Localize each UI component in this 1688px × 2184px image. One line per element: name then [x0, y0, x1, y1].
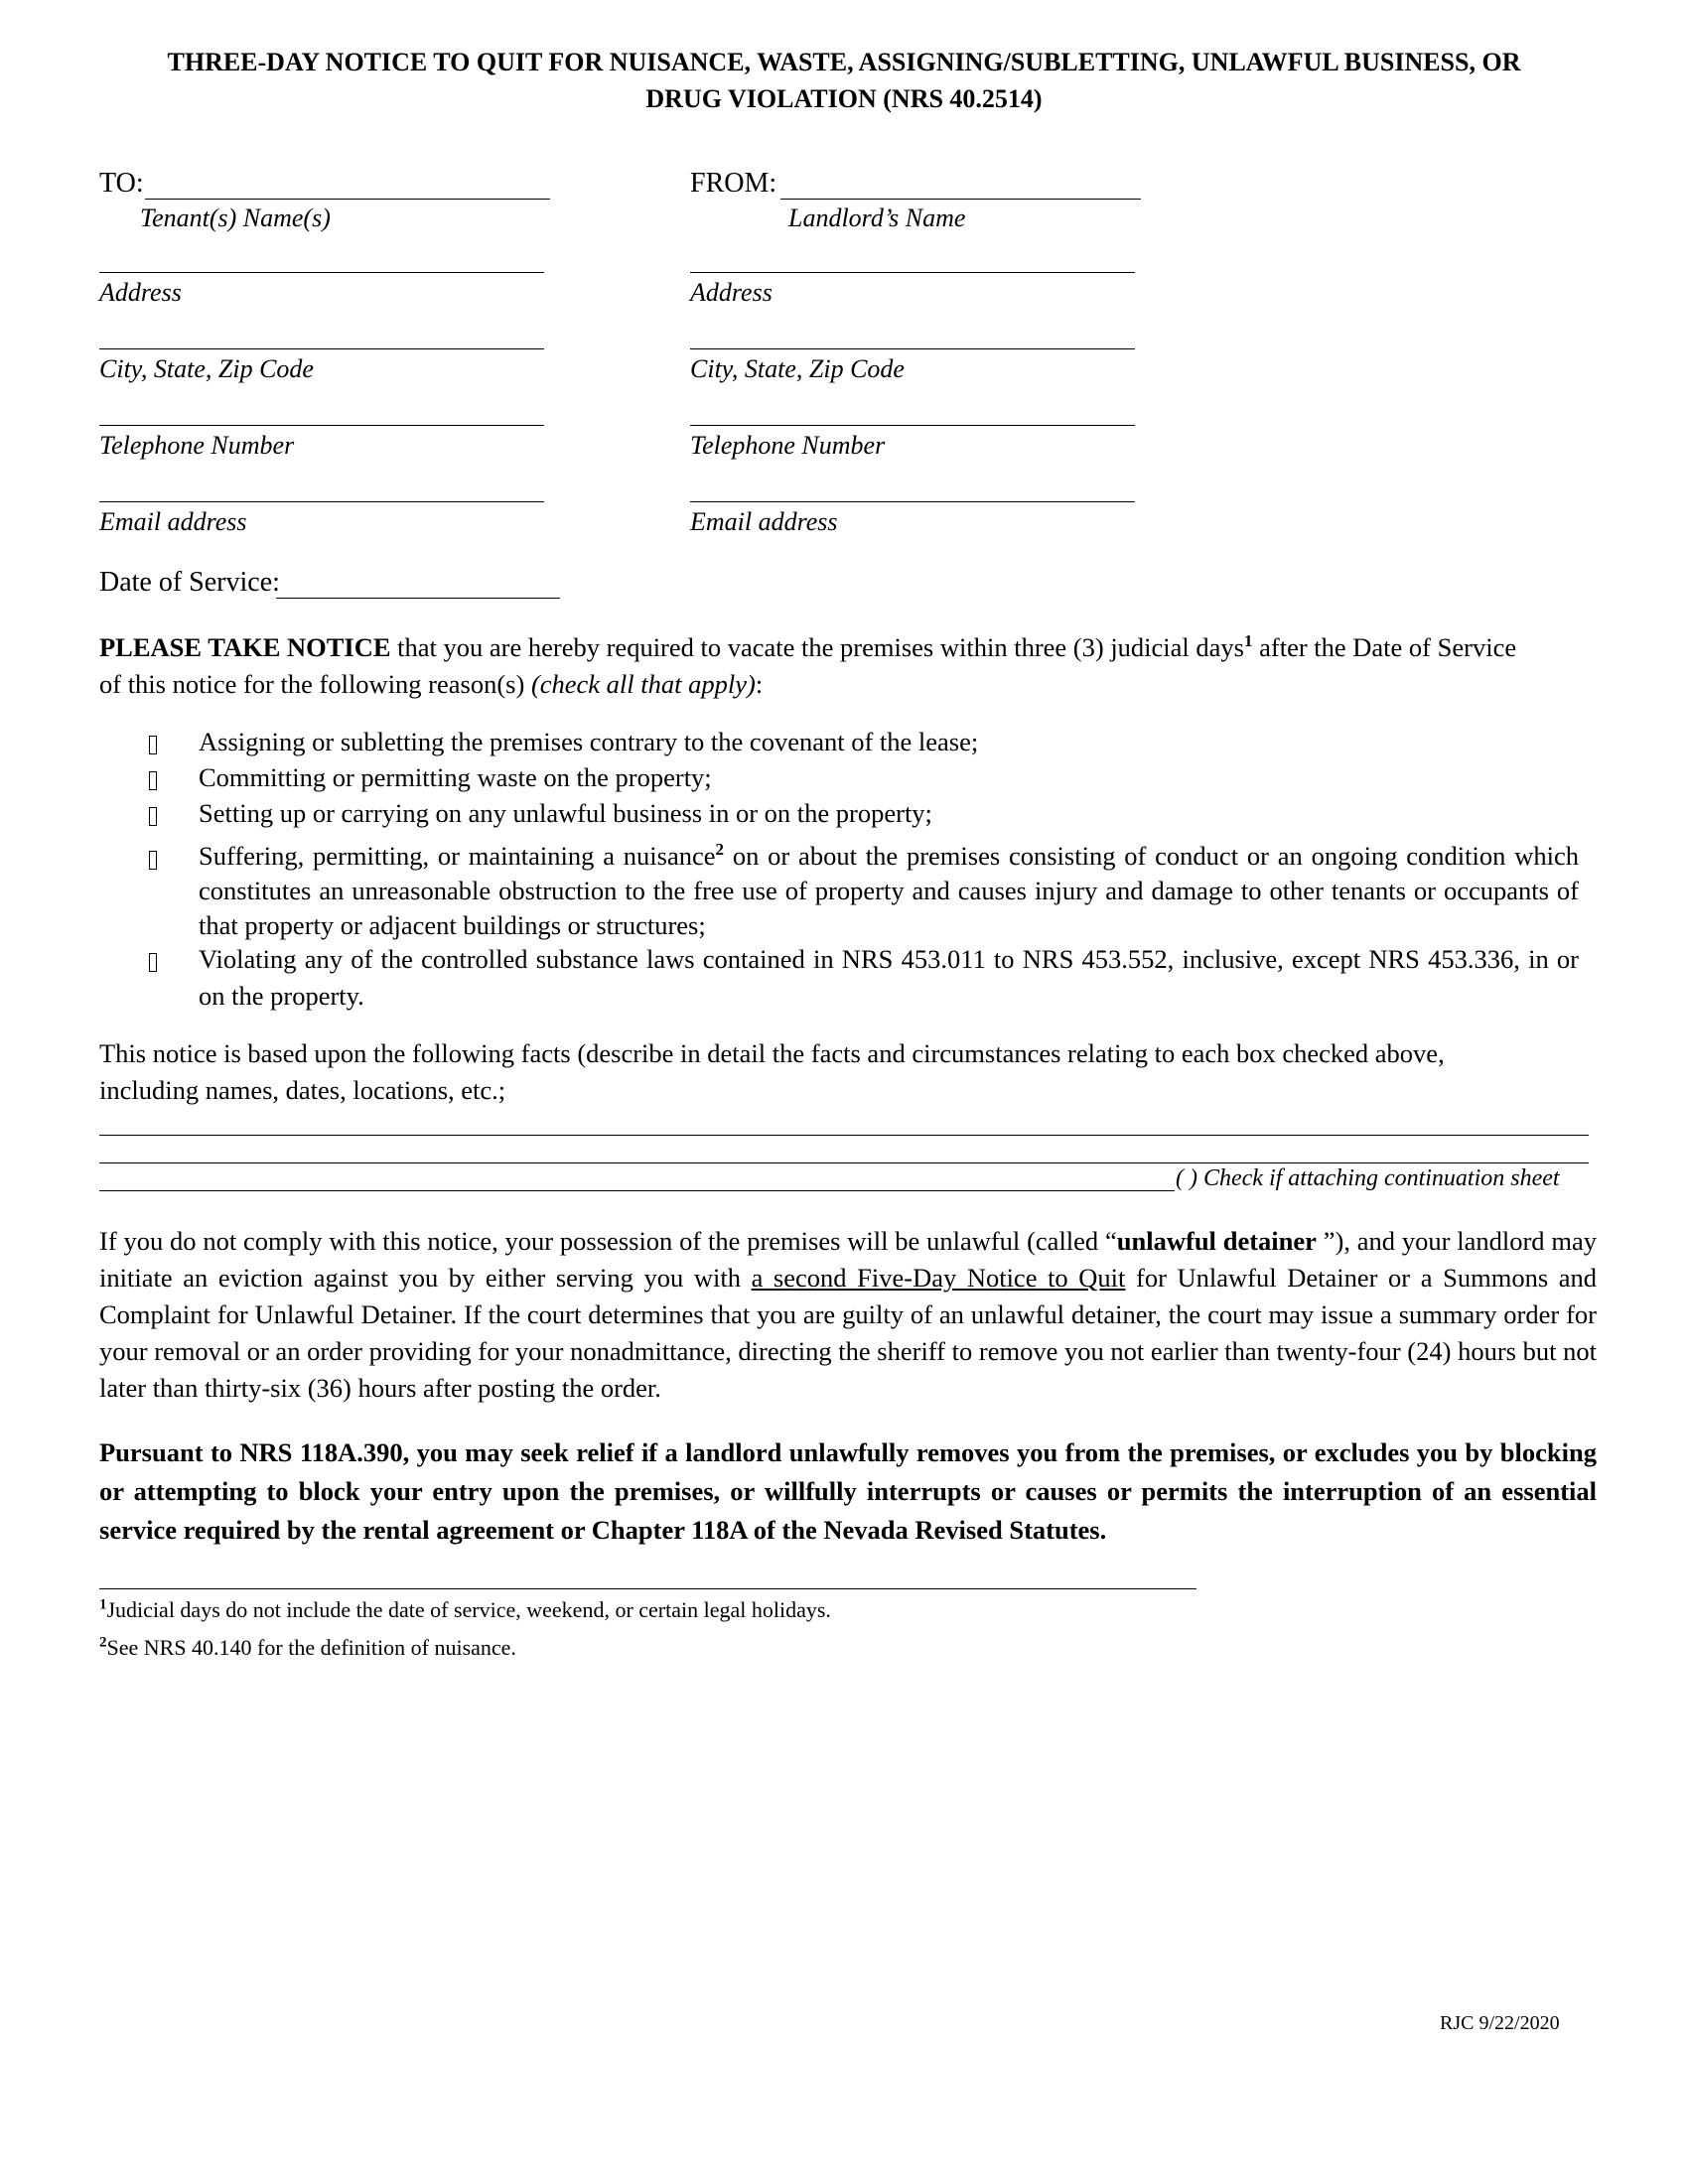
- tenant-email-caption: Email address: [99, 507, 247, 536]
- checkbox-unlawful-business[interactable]: [149, 807, 157, 826]
- footnote-separator: [99, 1588, 1196, 1589]
- five-day-notice-link[interactable]: a second Five-Day Notice to Quit: [751, 1263, 1126, 1293]
- tenant-name-field[interactable]: [145, 199, 550, 200]
- notice-line-2: of this notice for the following reason(s) (check all that apply):: [99, 669, 764, 699]
- date-of-service-label: Date of Service:: [99, 567, 280, 598]
- checkbox-assigning[interactable]: [149, 736, 157, 754]
- reason-assigning: Assigning or subletting the premises contrary to the covenant of the lease;: [199, 727, 979, 756]
- landlord-email-field[interactable]: [690, 501, 1135, 502]
- date-of-service-field[interactable]: [276, 598, 560, 599]
- landlord-name-caption: Landlord’s Name: [788, 204, 966, 232]
- landlord-email-caption: Email address: [690, 507, 838, 536]
- landlord-phone-field[interactable]: [690, 425, 1135, 426]
- facts-line-1[interactable]: [99, 1135, 1589, 1136]
- reason-nuisance: Suffering, permitting, or maintaining a nuisance$^2$ on or about the premises consisting of conduct or an ongoing condition which constitutes an unreasonable obstruction to the free use of property and causes injury and damage to other tenants or occupants of that property or adjacent buildings or structures;: [199, 840, 1579, 940]
- tenant-city-field[interactable]: [99, 348, 544, 349]
- tenant-phone-caption: Telephone Number: [99, 431, 295, 460]
- footnote-2: $^2$See NRS 40.140 for the definition of nuisance.: [99, 1634, 516, 1660]
- landlord-phone-caption: Telephone Number: [690, 431, 886, 460]
- reason-controlled-substance: Violating any of the controlled substance laws contained in NRS 453.011 to NRS 453.552, inclusive, except NRS 453.336, in or on the property.: [199, 944, 1579, 1011]
- tenant-city-caption: City, State, Zip Code: [99, 354, 314, 383]
- notice-line-1: PLEASE TAKE NOTICE that you are hereby required to vacate the premises within three (3) judicial days$^1$ after the Date of Service: [99, 631, 1517, 662]
- revision-code: RJC 9/22/2020: [1440, 2012, 1560, 2034]
- tenant-name-caption: Tenant(s) Name(s): [140, 204, 331, 232]
- footnote-1: $^1$Judicial days do not include the date of service, weekend, or certain legal holidays.: [99, 1596, 831, 1622]
- notice-lead-bold: PLEASE TAKE NOTICE: [99, 632, 391, 662]
- reason-waste: Committing or permitting waste on the property;: [199, 762, 712, 792]
- document-title: [99, 44, 1589, 117]
- facts-intro: This notice is based upon the following facts (describe in detail the facts and circumstances relating to each box checked above, including names, dates, locations, etc.;: [99, 1038, 1445, 1105]
- tenant-email-field[interactable]: [99, 501, 544, 502]
- checkbox-nuisance[interactable]: [149, 851, 157, 870]
- landlord-address-caption: Address: [690, 278, 773, 307]
- landlord-name-field[interactable]: [780, 199, 1141, 200]
- checkbox-controlled-substance[interactable]: [149, 953, 157, 972]
- to-label: TO:: [99, 168, 144, 199]
- landlord-city-caption: City, State, Zip Code: [690, 354, 905, 383]
- consequence-paragraph: If you do not comply with this notice, your possession of the premises will be unlawful (called “unlawful detainer ”), and your landlord may initiate an eviction against you by either serving you with a second Five-Day Notice to Quit for Unlawful Detainer or a Summons and Complaint for Unlawful Detainer. If the court determines that you are guilty of an unlawful detainer, the court may issue a summary order for your removal or an order providing for your nonadmittance, directing the sheriff to remove you not earlier than twenty-four (24) hours but not later than thirty-six (36) hours after posting the order.: [99, 1226, 1597, 1403]
- title-line-1: THREE-DAY NOTICE TO QUIT FOR NUISANCE, WASTE, ASSIGNING/SUBLETTING, UNLAWFUL BUSINESS, OR: [167, 48, 1521, 76]
- tenant-address-caption: Address: [99, 278, 182, 307]
- footnote-ref-1: 1: [1244, 631, 1253, 651]
- landlord-address-field[interactable]: [690, 272, 1135, 273]
- relief-paragraph: Pursuant to NRS 118A.390, you may seek relief if a landlord unlawfully removes you from the premises, or excludes you by blocking or attempting to block your entry upon the premises, or willfully interrupts or causes or permits the interruption of an essential service required by the rental agreement or Chapter 118A of the Nevada Revised Statutes.: [99, 1437, 1597, 1545]
- reason-unlawful-business: Setting up or carrying on any unlawful business in or on the property;: [199, 798, 932, 828]
- checkbox-waste[interactable]: [149, 771, 157, 790]
- footnote-ref-2: 2: [715, 840, 725, 860]
- landlord-city-field[interactable]: [690, 348, 1135, 349]
- facts-line-3[interactable]: [99, 1190, 1175, 1191]
- title-line-2: DRUG VIOLATION (NRS 40.2514): [645, 84, 1043, 113]
- tenant-phone-field[interactable]: [99, 425, 544, 426]
- from-label: FROM:: [690, 168, 777, 199]
- tenant-address-field[interactable]: [99, 272, 544, 273]
- continuation-sheet-option[interactable]: ( ) Check if attaching continuation sheet: [1176, 1165, 1560, 1191]
- unlawful-detainer-term: unlawful detainer: [1116, 1226, 1317, 1256]
